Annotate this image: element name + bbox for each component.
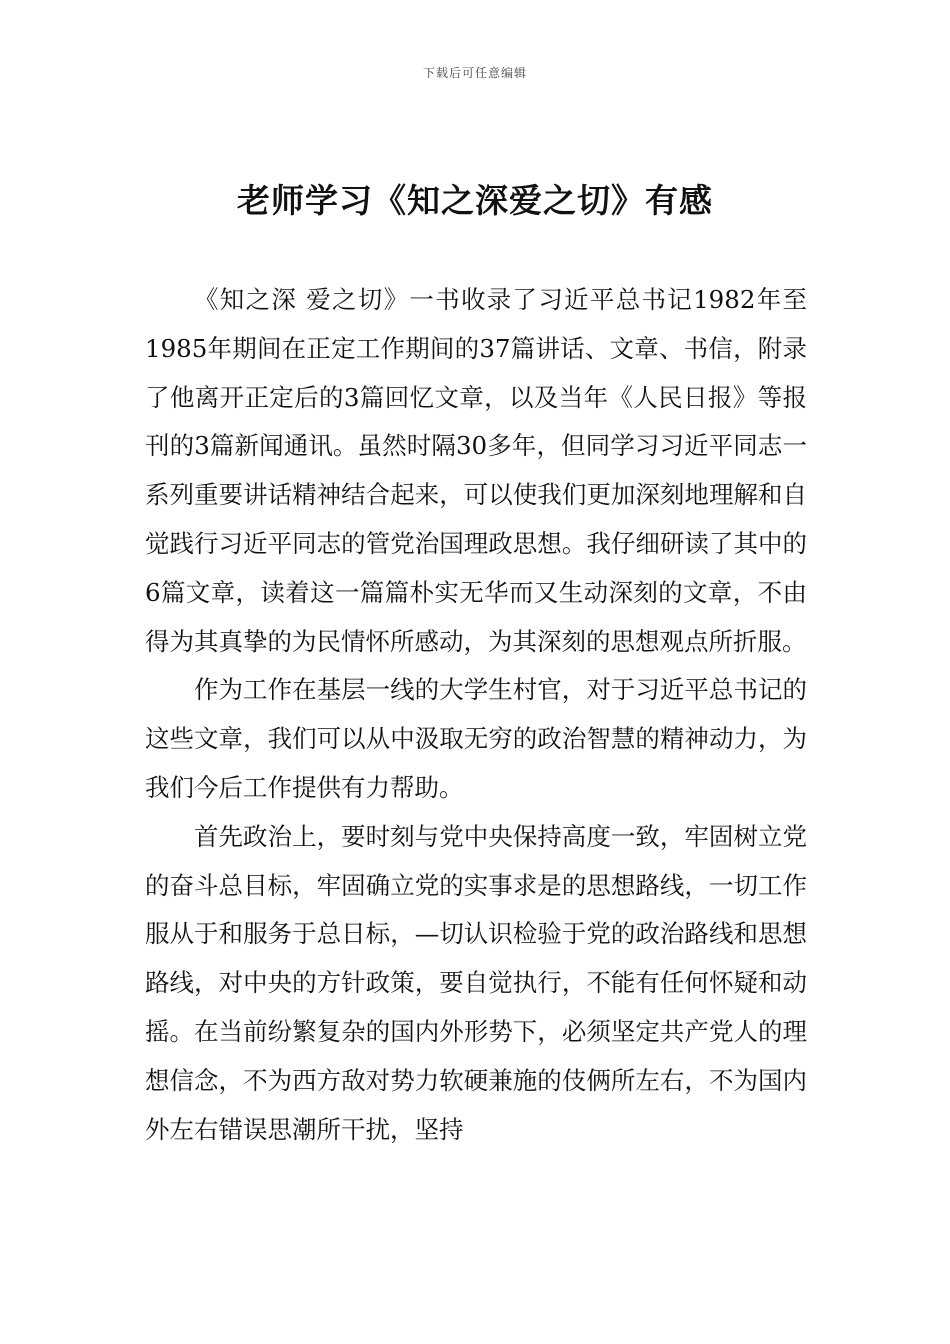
paragraph-political: 首先政治上，要时刻与党中央保持高度一致，牢固树立党的奋斗总目标，牢固确立党的实事求是的思想路线，一切工作服从于和服务于总日标，—切认识检验于党的政治路线和思想路线，对中央的方针政策，要自觉执行，不能有任何怀疑和动摇。在当前纷繁复杂的国内外形势下，必须坚定共产党人的理想信念，不为西方敌对势力软硬兼施的伎俩所左右，不为国内外左右错误思潮所干扰，坚持 — [145, 821, 807, 1144]
page-header-note: 下载后可任意编辑 — [422, 66, 527, 80]
document-body — [145, 276, 807, 1154]
document-title: 老师学习《知之深爱之切》有感 — [237, 181, 713, 220]
paragraph-village-official: 作为工作在基层一线的大学生村官，对于习近平总书记的这些文章，我们可以从中汲取无穷的政治智慧的精神动力，为我们今后工作提供有力帮助。 — [145, 675, 807, 802]
paragraph-intro: 《知之深 爱之切》一书收录了习近平总书记1982年至1985年期间在正定工作期间的37篇讲话、文章、书信，附录了他离开正定后的3篇回忆文章，以及当年《人民日报》等报刊的3篇新闻通讯。虽然时隔30多年，但同学习习近平同志一系列重要讲话精神结合起来，可以使我们更加深刻地理解和自觉践行习近平同志的管党治国理政思想。我仔细研读了其中的6篇文章，读着这一篇篇朴实无华而又生动深刻的文章，不由得为其真挚的为民情怀所感动，为其深刻的思想观点所折服。 — [145, 285, 807, 656]
